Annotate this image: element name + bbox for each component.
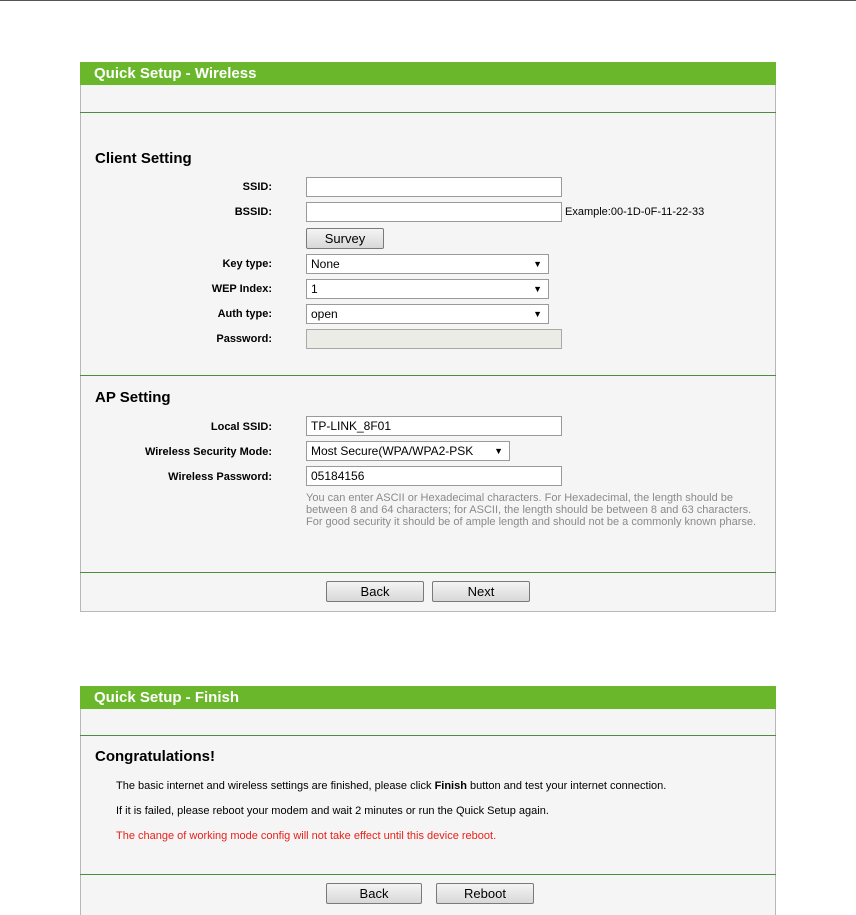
- security-mode-select[interactable]: [306, 441, 510, 461]
- quick-setup-finish-panel: [80, 686, 776, 915]
- back-button[interactable]: Back: [326, 581, 424, 602]
- divider: [80, 572, 776, 573]
- chevron-down-icon: ▼: [533, 284, 542, 294]
- wep-index-label: WEP Index:: [211, 283, 272, 295]
- divider: [80, 112, 776, 113]
- wep-index-value: 1: [311, 282, 318, 296]
- ssid-input[interactable]: [306, 177, 562, 197]
- bssid-example: Example:00-1D-0F-11-22-33: [565, 206, 705, 218]
- next-button[interactable]: Next: [432, 581, 530, 602]
- bssid-input[interactable]: [306, 202, 562, 222]
- bssid-label: BSSID:: [234, 206, 272, 218]
- wireless-password-label: Wireless Password:: [168, 471, 272, 483]
- wireless-password-input[interactable]: 05184156: [306, 466, 562, 486]
- back-button[interactable]: Back: [326, 883, 422, 904]
- auth-type-select[interactable]: [306, 304, 549, 324]
- chevron-down-icon: ▼: [494, 446, 503, 456]
- password-help-text: You can enter ASCII or Hexadecimal characters. For Hexadecimal, the length should be between 8 and 64 characters; for ASCII, the length should be between 8 and 63 characters. For good security it should be of ample length and should not be a commonly known pharse.: [306, 492, 757, 528]
- key-type-select[interactable]: [306, 254, 549, 274]
- key-type-label: Key type:: [222, 258, 272, 270]
- top-divider: [0, 0, 856, 1]
- reboot-instruction: If it is failed, please reboot your modem and wait 2 minutes or run the Quick Setup again.: [116, 805, 549, 817]
- survey-button[interactable]: Survey: [306, 228, 384, 249]
- divider: [80, 375, 776, 376]
- wep-index-select[interactable]: [306, 279, 549, 299]
- panel-title: Quick Setup - Finish: [80, 686, 776, 709]
- password-input[interactable]: [306, 329, 562, 349]
- auth-type-value: open: [311, 307, 338, 321]
- finish-keyword: Finish: [434, 780, 467, 792]
- auth-type-label: Auth type:: [217, 308, 272, 320]
- key-type-value: None: [311, 257, 340, 271]
- reboot-warning: The change of working mode config will not take effect until this device reboot.: [116, 830, 497, 842]
- chevron-down-icon: ▼: [533, 309, 542, 319]
- panel-title: Quick Setup - Wireless: [80, 62, 776, 85]
- client-setting-heading: Client Setting: [95, 150, 192, 167]
- local-ssid-label: Local SSID:: [210, 421, 272, 433]
- congratulations-heading: Congratulations!: [95, 748, 215, 765]
- divider: [80, 735, 776, 736]
- security-mode-label: Wireless Security Mode:: [144, 446, 272, 458]
- password-label: Password:: [216, 333, 272, 345]
- ap-setting-heading: AP Setting: [95, 389, 171, 406]
- finish-instruction: [116, 780, 666, 792]
- finish-text-part: The basic internet and wireless settings are finished, please click: [116, 780, 435, 792]
- divider: [80, 874, 776, 875]
- security-mode-value: Most Secure(WPA/WPA2-PSK: [311, 444, 474, 458]
- reboot-button[interactable]: Reboot: [436, 883, 534, 904]
- finish-text-part: button and test your internet connection.: [466, 780, 667, 792]
- chevron-down-icon: ▼: [533, 259, 542, 269]
- quick-setup-wireless-panel: [80, 62, 776, 612]
- local-ssid-input[interactable]: TP-LINK_8F01: [306, 416, 562, 436]
- ssid-label: SSID:: [242, 181, 272, 193]
